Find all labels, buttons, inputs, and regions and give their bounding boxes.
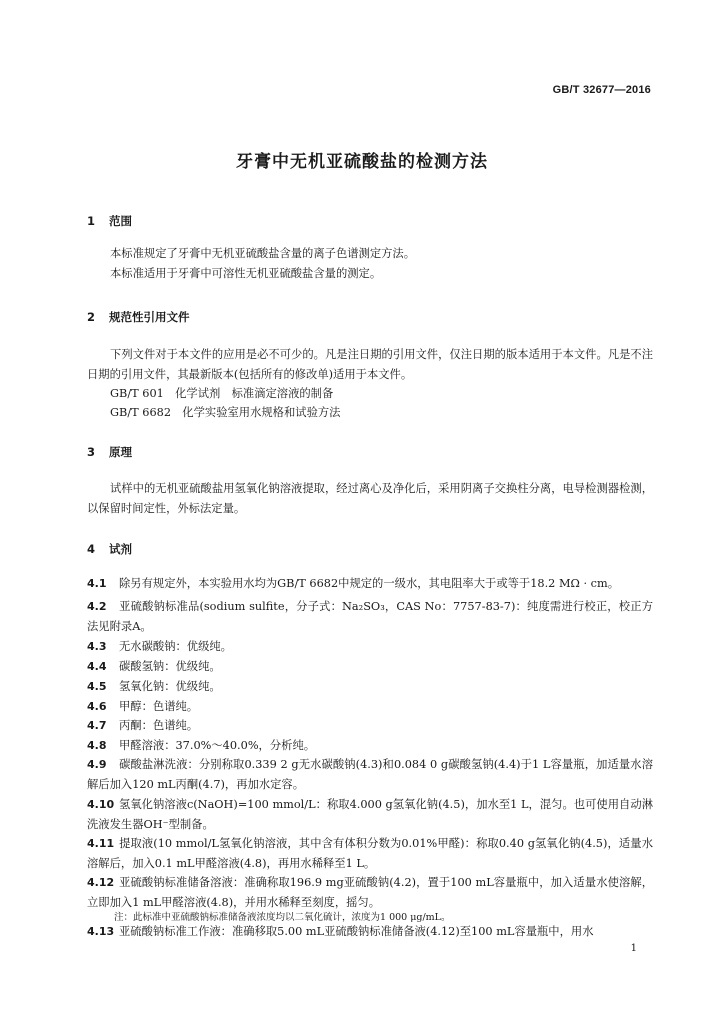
item-text: 亚硫酸钠标准品(sodium sulfite，分子式：Na₂SO₃，CAS No：7757-83-7)：纯度需进行校正，校正方法见附录A。: [87, 600, 653, 633]
reagent-item: [87, 736, 653, 756]
reagent-item: [87, 834, 653, 873]
reagent-item: [87, 795, 653, 834]
section-3-heading: [87, 444, 132, 460]
reference-gbt-601: GB/T 601 化学试剂 标准滴定溶液的制备: [110, 387, 334, 400]
item-text: 丙酮：色谱纯。: [119, 719, 199, 732]
item-number: 4.9: [87, 758, 107, 771]
item-text: 甲醛溶液：37.0%～40.0%，分析纯。: [119, 739, 316, 752]
scope-paragraph-1: 本标准规定了牙膏中无机亚硫酸盐含量的离子色谱测定方法。: [110, 247, 416, 260]
section-title: 原理: [109, 445, 132, 459]
section-1-heading: [87, 213, 132, 229]
item-number: 4.1: [87, 577, 107, 590]
reagent-item: [87, 597, 653, 636]
section-title: 规范性引用文件: [109, 310, 190, 324]
scope-paragraph-2: 本标准适用于牙膏中可溶性无机亚硫酸盐含量的测定。: [110, 267, 382, 280]
item-number: 4.12: [87, 876, 115, 889]
document-title: 牙膏中无机亚硫酸盐的检测方法: [236, 152, 488, 172]
item-text: 碳酸氢钠：优级纯。: [119, 660, 221, 673]
section-title: 试剂: [109, 542, 132, 556]
reagent-item: [87, 922, 653, 942]
section-number: 2: [87, 310, 96, 324]
item-text: 亚硫酸钠标准工作液：准确移取5.00 mL亚硫酸钠标准储备液(4.12)至100 mL容量瓶中，用水: [119, 925, 594, 938]
item-number: 4.2: [87, 600, 107, 613]
item-number: 4.11: [87, 837, 115, 850]
item-number: 4.4: [87, 660, 107, 673]
principle-paragraph: 试样中的无机亚硫酸盐用氢氧化钠溶液提取，经过离心及净化后，采用阴离子交换柱分离，电导检测器检测，以保留时间定性，外标法定量。: [87, 482, 653, 515]
item-number: 4.6: [87, 700, 107, 713]
section-number: 4: [87, 542, 96, 556]
item-text: 除另有规定外，本实验用水均为GB/T 6682中规定的一级水，其电阻率大于或等于18.2 MΩ · cm。: [119, 577, 620, 590]
reagent-item: [87, 677, 653, 697]
section-number: 3: [87, 445, 96, 459]
item-number: 4.10: [87, 798, 115, 811]
reagent-item: [87, 657, 653, 677]
section-number: 1: [87, 214, 96, 228]
item-number: 4.8: [87, 739, 107, 752]
reagent-item: [87, 716, 653, 736]
reagent-item: [87, 637, 653, 657]
item-number: 4.3: [87, 640, 107, 653]
reagent-item: [87, 574, 653, 594]
section-4-heading: [87, 541, 132, 557]
section-title: 范围: [109, 214, 132, 228]
item-text: 碳酸盐淋洗液：分别称取0.339 2 g无水碳酸钠(4.3)和0.084 0 g碳酸氢钠(4.4)于1 L容量瓶，加适量水溶解后加入120 mL丙酮(4.7)，再加水定容。: [87, 758, 653, 791]
item-text: 氢氧化钠溶液c(NaOH)=100 mmol/L：称取4.000 g氢氧化钠(4.5)，加水至1 L，混匀。也可使用自动淋洗液发生器OH⁻型制备。: [87, 798, 653, 831]
reagent-item: [87, 697, 653, 717]
normative-references-paragraph: 下列文件对于本文件的应用是必不可少的。凡是注日期的引用文件，仅注日期的版本适用于本文件。凡是不注日期的引用文件，其最新版本(包括所有的修改单)适用于本文件。: [87, 348, 653, 381]
note: 注：此标准中亚硫酸钠标准储备液浓度均以二氧化硫计，浓度为1 000 μg/mL。: [114, 912, 451, 923]
reagent-item: [87, 755, 653, 794]
section-2-heading: [87, 309, 190, 325]
reference-gbt-6682: GB/T 6682 化学实验室用水规格和试验方法: [110, 406, 341, 419]
item-number: 4.13: [87, 925, 115, 938]
standard-number: GB/T 32677—2016: [552, 84, 651, 96]
page-number: 1: [630, 943, 637, 954]
item-number: 4.5: [87, 680, 107, 693]
item-number: 4.7: [87, 719, 107, 732]
item-text: 甲醇：色谱纯。: [119, 700, 199, 713]
item-text: 亚硫酸钠标准储备溶液：准确称取196.9 mg亚硫酸钠(4.2)，置于100 mL容量瓶中，加入适量水使溶解，立即加入1 mL甲醛溶液(4.8)，并用水稀释至刻度，摇匀。: [87, 876, 653, 909]
item-text: 氢氧化钠：优级纯。: [119, 680, 221, 693]
item-text: 无水碳酸钠：优级纯。: [119, 640, 232, 653]
item-text: 提取液(10 mmol/L氢氧化钠溶液，其中含有体积分数为0.01%甲醛)：称取0.40 g氢氧化钠(4.5)，适量水溶解后，加入0.1 mL甲醛溶液(4.8)，再用水稀释至1 L。: [87, 837, 653, 870]
reagent-item: [87, 873, 653, 912]
